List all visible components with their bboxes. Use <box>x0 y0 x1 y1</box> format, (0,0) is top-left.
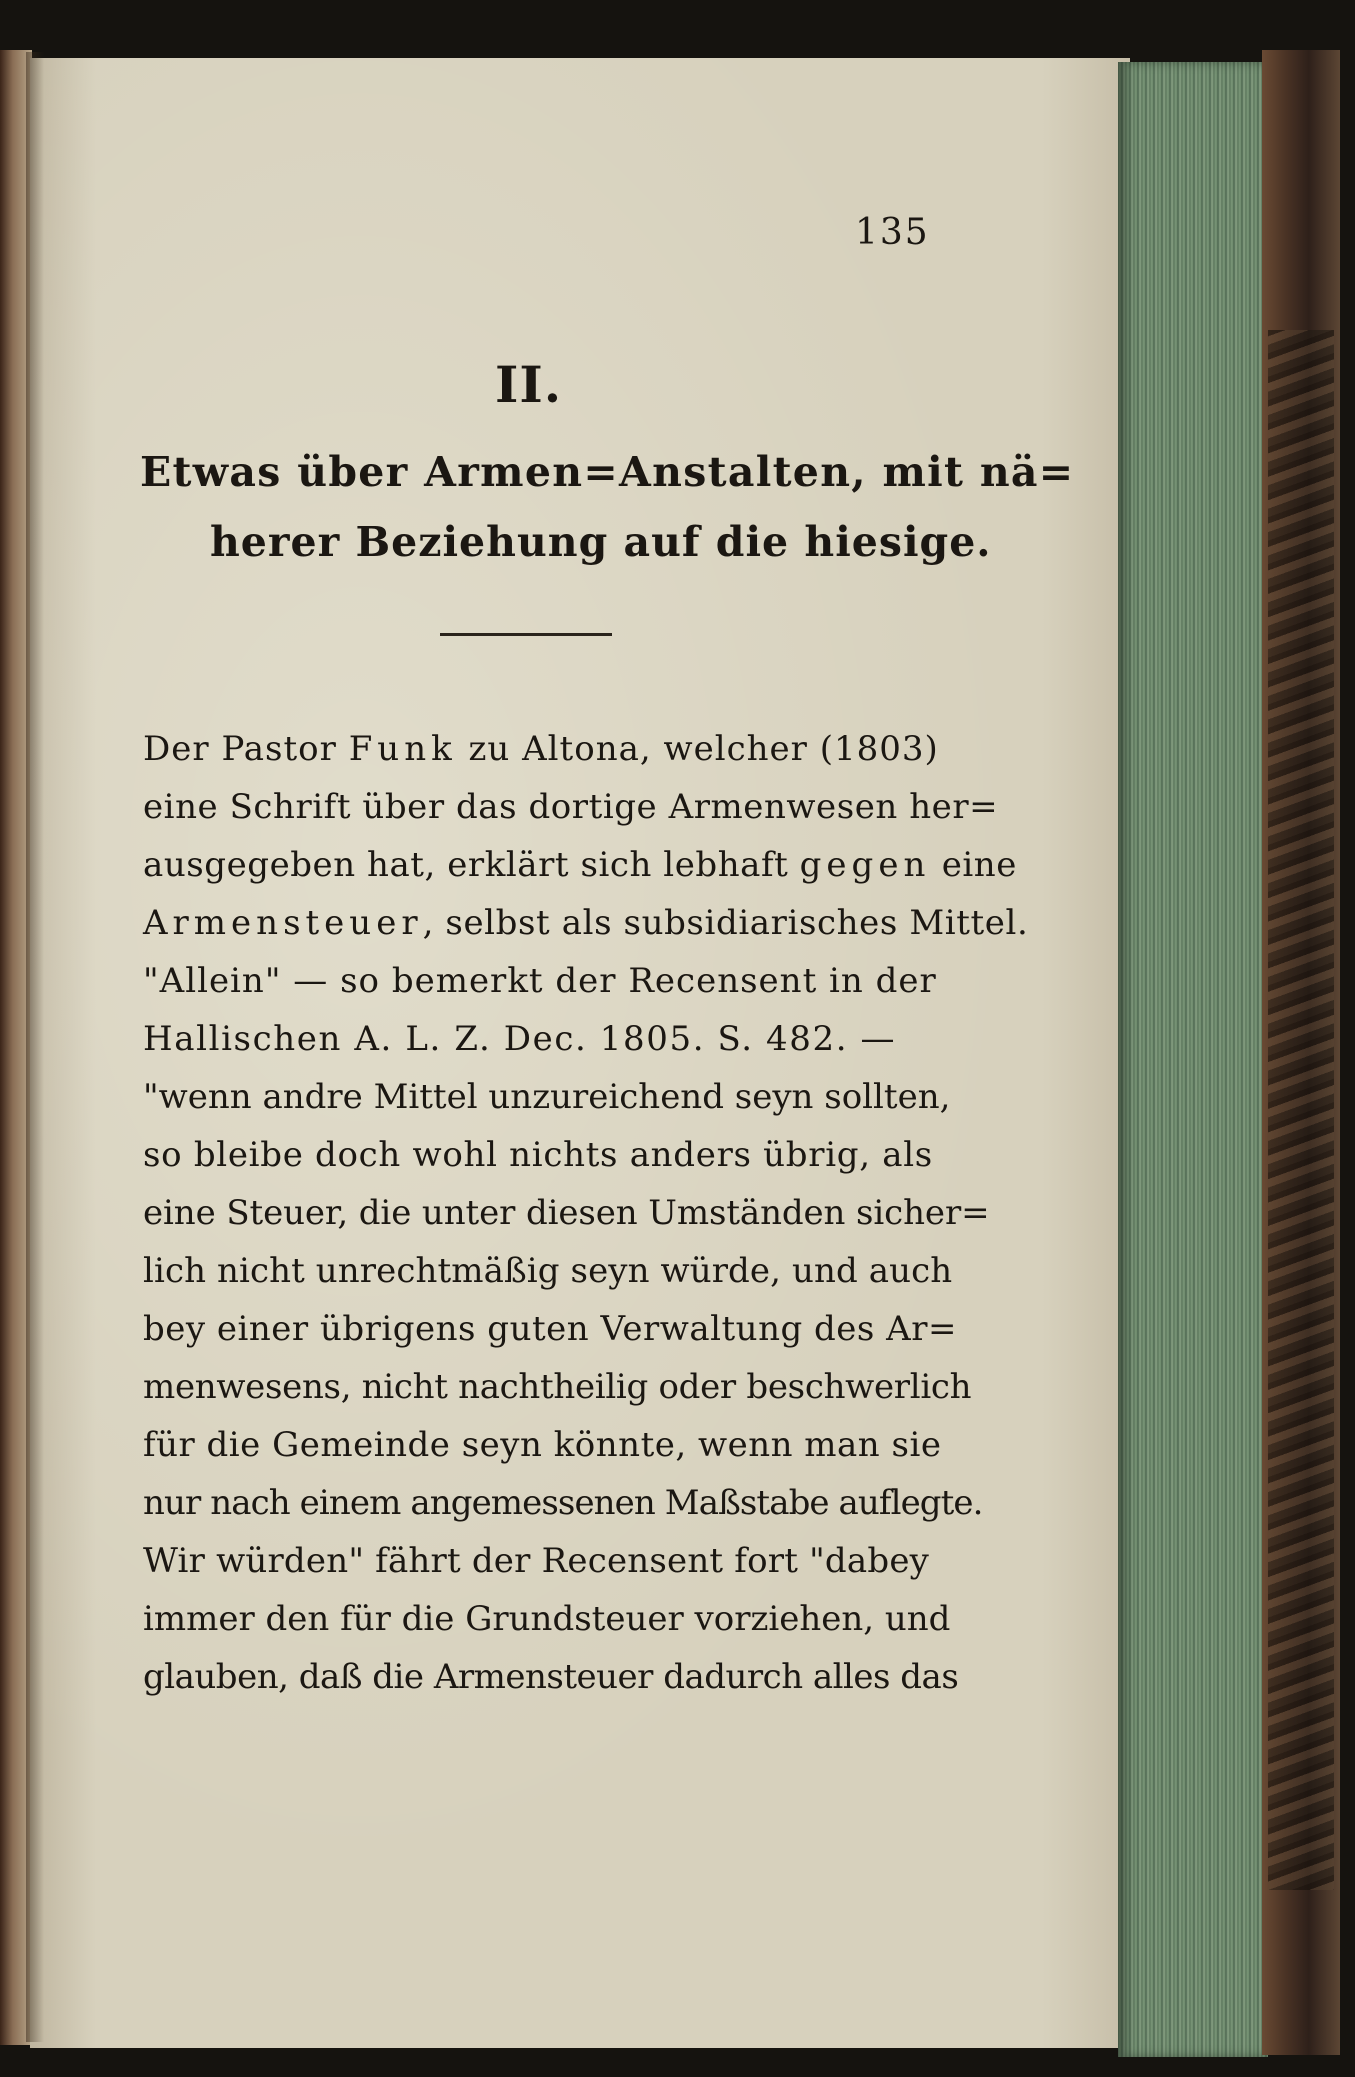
page-edges <box>1118 62 1268 2057</box>
body-line-16: immer den für die Grundsteuer vorziehen, und <box>143 1599 951 1639</box>
chapter-title-line-2: herer Beziehung auf die hiesige. <box>210 518 992 566</box>
body-line-1 <box>143 729 939 769</box>
spine-shadow <box>26 52 44 2042</box>
chapter-title-line-1: Etwas über Armen=Anstalten, mit nä= <box>140 448 1075 496</box>
body-line-9: eine Steuer, die unter diesen Umständen sicher= <box>143 1193 990 1233</box>
page-number: 135 <box>855 212 930 253</box>
body-line-17: glauben, daß die Armensteuer dadurch alles das <box>143 1657 959 1697</box>
body-line-6: Hallischen A. L. Z. Dec. 1805. S. 482. — <box>143 1019 897 1059</box>
body-line-11: bey einer übrigens guten Verwaltung des Ar= <box>143 1309 957 1349</box>
body-line-14: nur nach einem angemessenen Maßstabe auflegte. <box>143 1483 983 1523</box>
title-divider <box>440 633 612 636</box>
body-text: eine <box>930 845 1017 885</box>
body-line-12: menwesens, nicht nachtheilig oder beschwerlich <box>143 1367 972 1407</box>
body-text-spaced: Armensteuer <box>143 903 423 943</box>
body-line-10: lich nicht unrechtmäßig seyn würde, und auch <box>143 1251 953 1291</box>
body-line-7: "wenn andre Mittel unzureichend seyn sollten, <box>143 1077 951 1117</box>
body-text: zu Altona, welcher (1803) <box>456 729 939 769</box>
body-text-spaced: gegen <box>799 845 931 885</box>
body-text-spaced: Funk <box>348 729 457 769</box>
body-text: ausgegeben hat, erklärt sich lebhaft <box>143 845 800 885</box>
body-line-13: für die Gemeinde seyn könnte, wenn man sie <box>143 1425 942 1465</box>
body-line-15: Wir würden" fährt der Recensent fort "dabey <box>143 1541 930 1581</box>
body-text: Der Pastor <box>143 729 349 769</box>
chapter-number: II. <box>495 355 563 414</box>
body-line-4 <box>143 903 1029 943</box>
body-line-5: "Allein" — so bemerkt der Recensent in der <box>143 961 937 1001</box>
marbled-cover <box>1268 330 1334 1890</box>
body-text: , selbst als subsidiarisches Mittel. <box>422 903 1029 943</box>
body-line-8: so bleibe doch wohl nichts anders übrig, als <box>143 1135 933 1175</box>
body-line-3 <box>143 845 1017 885</box>
body-line-2: eine Schrift über das dortige Armenwesen her= <box>143 787 999 827</box>
